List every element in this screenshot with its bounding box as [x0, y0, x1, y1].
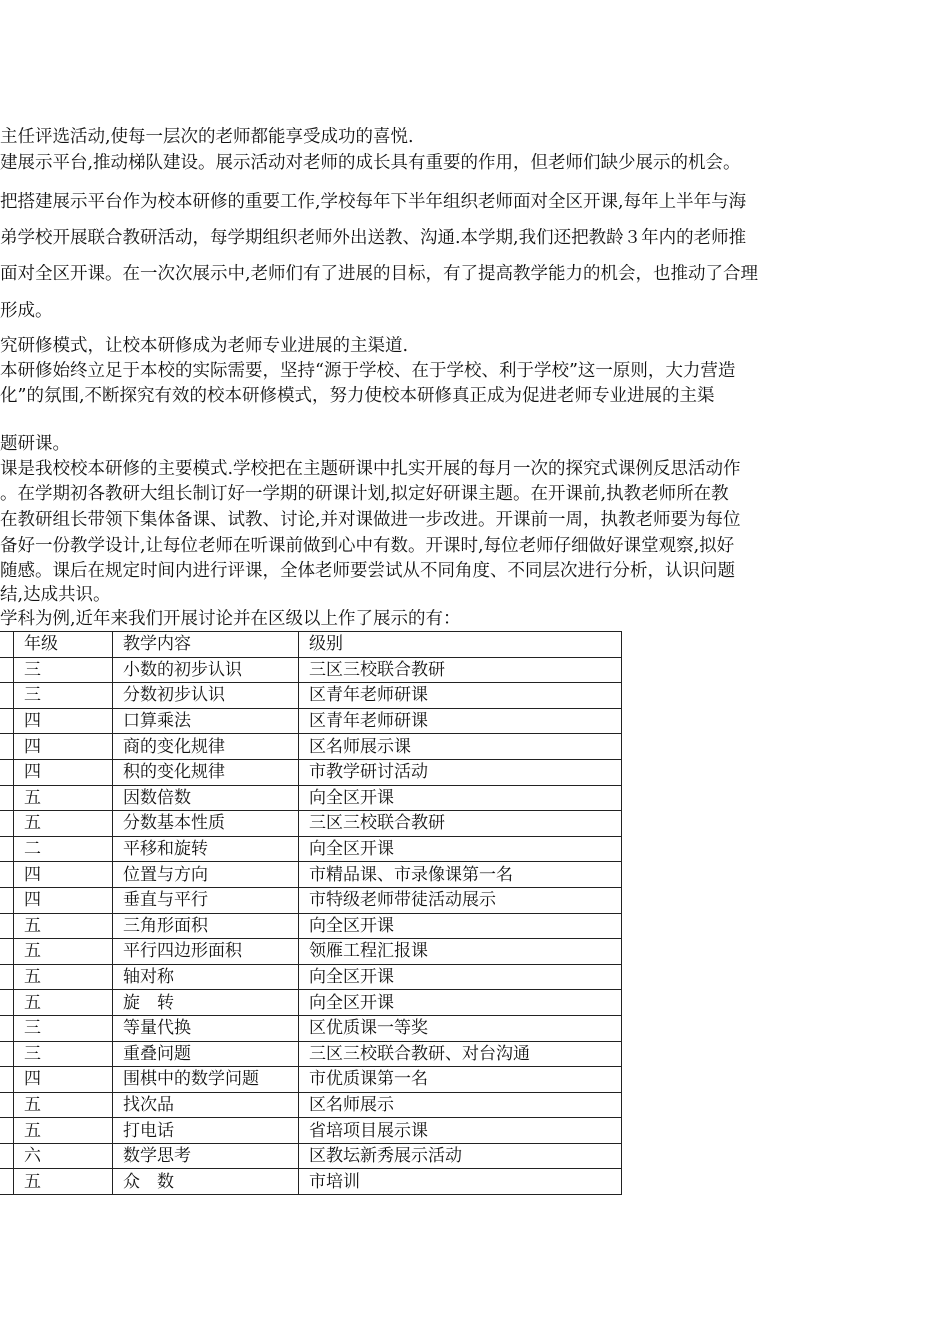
table-row — [0, 657, 622, 683]
table-group-cell — [0, 836, 14, 862]
cell-content: 小数的初步认识 — [113, 657, 299, 683]
table-row — [0, 887, 622, 913]
table-group-cell — [0, 657, 14, 683]
cell-grade: 六 — [14, 1143, 113, 1169]
cell-grade: 三 — [14, 657, 113, 683]
table-row — [0, 1041, 622, 1067]
cell-level: 领雁工程汇报课 — [299, 939, 622, 965]
paragraph-line: 把搭建展示平台作为校本研修的重要工作,学校每年下半年组织老师面对全区开课,每年上半年与海 — [0, 192, 747, 212]
cell-grade: 四 — [14, 1067, 113, 1093]
lesson-table-body — [0, 632, 622, 1195]
paragraph-line: 学科为例,近年来我们开展讨论并在区级以上作了展示的有： — [0, 609, 461, 629]
table-row — [0, 990, 622, 1016]
cell-content: 数学思考 — [113, 1143, 299, 1169]
cell-grade: 四 — [14, 887, 113, 913]
cell-grade: 五 — [14, 990, 113, 1016]
cell-content: 平行四边形面积 — [113, 939, 299, 965]
table-group-cell — [0, 939, 14, 965]
table-row — [0, 939, 622, 965]
table-row — [0, 811, 622, 837]
cell-level: 向全区开课 — [299, 990, 622, 1016]
header-content: 教学内容 — [113, 632, 299, 658]
cell-grade: 五 — [14, 939, 113, 965]
table-row — [0, 1067, 622, 1093]
cell-grade: 五 — [14, 913, 113, 939]
table-row — [0, 708, 622, 734]
cell-level: 三区三校联合教研、对台沟通 — [299, 1041, 622, 1067]
cell-content: 旋 转 — [113, 990, 299, 1016]
table-row — [0, 964, 622, 990]
table-row — [0, 836, 622, 862]
cell-level: 区优质课一等奖 — [299, 1015, 622, 1041]
cell-level: 市优质课第一名 — [299, 1067, 622, 1093]
paragraph-line: 面对全区开课。在一次次展示中,老师们有了进展的目标，有了提高教学能力的机会，也推动了合理 — [0, 264, 759, 284]
cell-level: 向全区开课 — [299, 836, 622, 862]
table-row — [0, 1118, 622, 1144]
table-group-cell — [0, 734, 14, 760]
table-row — [0, 1169, 622, 1195]
paragraph-line: 究研修模式，让校本研修成为老师专业进展的主渠道. — [0, 336, 409, 356]
table-row — [0, 683, 622, 709]
table-row — [0, 734, 622, 760]
cell-grade: 四 — [14, 708, 113, 734]
paragraph-line: 形成。 — [0, 301, 53, 321]
cell-grade: 五 — [14, 1092, 113, 1118]
table-group-cell — [0, 1092, 14, 1118]
cell-content: 因数倍数 — [113, 785, 299, 811]
paragraph-line: 。在学期初各教研大组长制订好一学期的研课计划,拟定好研课主题。在开课前,执教老师所在教 — [0, 484, 729, 504]
cell-grade: 五 — [14, 811, 113, 837]
cell-grade: 五 — [14, 1118, 113, 1144]
cell-grade: 四 — [14, 734, 113, 760]
cell-level: 区名师展示课 — [299, 734, 622, 760]
table-group-cell — [0, 1067, 14, 1093]
cell-grade: 四 — [14, 862, 113, 888]
cell-level: 向全区开课 — [299, 913, 622, 939]
table-group-cell — [0, 964, 14, 990]
cell-content: 三角形面积 — [113, 913, 299, 939]
cell-content: 商的变化规律 — [113, 734, 299, 760]
cell-content: 找次品 — [113, 1092, 299, 1118]
table-group-cell — [0, 862, 14, 888]
table-group-cell — [0, 1143, 14, 1169]
table-row — [0, 785, 622, 811]
table-row — [0, 1015, 622, 1041]
cell-level: 区教坛新秀展示活动 — [299, 1143, 622, 1169]
table-group-cell — [0, 811, 14, 837]
cell-level: 市精品课、市录像课第一名 — [299, 862, 622, 888]
cell-level: 市特级老师带徒活动展示 — [299, 887, 622, 913]
cell-grade: 三 — [14, 1015, 113, 1041]
cell-content: 积的变化规律 — [113, 759, 299, 785]
cell-level: 区青年老师研课 — [299, 683, 622, 709]
table-group-cell — [0, 1041, 14, 1067]
table-group-cell — [0, 913, 14, 939]
table-row — [0, 1143, 622, 1169]
cell-grade: 三 — [14, 683, 113, 709]
table-group-cell — [0, 683, 14, 709]
cell-level: 区青年老师研课 — [299, 708, 622, 734]
paragraph-line: 题研课。 — [0, 434, 70, 454]
table-group-cell — [0, 1015, 14, 1041]
paragraph-line: 本研修始终立足于本校的实际需要，坚持“源于学校、在于学校、利于学校”这一原则，大力营造 — [0, 361, 736, 381]
table-row — [0, 913, 622, 939]
paragraph-line: 课是我校校本研修的主要模式.学校把在主题研课中扎实开展的每月一次的探究式课例反思活动作 — [0, 459, 741, 479]
table-row — [0, 862, 622, 888]
cell-level: 三区三校联合教研 — [299, 657, 622, 683]
cell-content: 平移和旋转 — [113, 836, 299, 862]
paragraph-line: 建展示平台,推动梯队建设。展示活动对老师的成长具有重要的作用，但老师们缺少展示的机会。 — [0, 153, 741, 173]
cell-content: 垂直与平行 — [113, 887, 299, 913]
cell-level: 市培训 — [299, 1169, 622, 1195]
lesson-table — [0, 631, 622, 1195]
cell-content: 围棋中的数学问题 — [113, 1067, 299, 1093]
table-group-cell — [0, 990, 14, 1016]
paragraph-line: 随感。课后在规定时间内进行评课，全体老师要尝试从不同角度、不同层次进行分析，认识问题 — [0, 561, 735, 581]
paragraph-line: 主任评选活动,使每一层次的老师都能享受成功的喜悦. — [0, 127, 414, 147]
table-group-cell — [0, 759, 14, 785]
cell-grade: 五 — [14, 964, 113, 990]
paragraph-line: 弟学校开展联合教研活动，每学期组织老师外出送教、沟通.本学期,我们还把教龄３年内的老师推 — [0, 228, 747, 248]
table-group-cell — [0, 1118, 14, 1144]
cell-content: 分数初步认识 — [113, 683, 299, 709]
cell-content: 重叠问题 — [113, 1041, 299, 1067]
table-header-row — [0, 632, 622, 658]
paragraph-line: 结,达成共识。 — [0, 585, 111, 605]
cell-content: 打电话 — [113, 1118, 299, 1144]
cell-content: 口算乘法 — [113, 708, 299, 734]
paragraph-line: 化”的氛围,不断探究有效的校本研修模式，努力使校本研修真正成为促进老师专业进展的主渠 — [0, 386, 715, 406]
cell-grade: 三 — [14, 1041, 113, 1067]
table-row — [0, 1092, 622, 1118]
cell-grade: 四 — [14, 759, 113, 785]
paragraph-line: 备好一份教学设计,让每位老师在听课前做到心中有数。开课时,每位老师仔细做好课堂观察,拟好 — [0, 536, 735, 556]
table-group-cell — [0, 887, 14, 913]
cell-level: 省培项目展示课 — [299, 1118, 622, 1144]
table-row — [0, 759, 622, 785]
cell-content: 位置与方向 — [113, 862, 299, 888]
cell-grade: 二 — [14, 836, 113, 862]
cell-content: 等量代换 — [113, 1015, 299, 1041]
cell-content: 轴对称 — [113, 964, 299, 990]
table-group-cell — [0, 632, 14, 658]
cell-content: 众 数 — [113, 1169, 299, 1195]
cell-level: 区名师展示 — [299, 1092, 622, 1118]
header-level: 级别 — [299, 632, 622, 658]
header-grade: 年级 — [14, 632, 113, 658]
paragraph-line: 在教研组长带领下集体备课、试教、讨论,并对课做进一步改进。开课前一周，执教老师要为每位 — [0, 510, 741, 530]
cell-level: 市教学研讨活动 — [299, 759, 622, 785]
table-group-cell — [0, 708, 14, 734]
cell-level: 向全区开课 — [299, 785, 622, 811]
table-group-cell — [0, 785, 14, 811]
table-group-cell — [0, 1169, 14, 1195]
cell-level: 向全区开课 — [299, 964, 622, 990]
cell-grade: 五 — [14, 1169, 113, 1195]
cell-level: 三区三校联合教研 — [299, 811, 622, 837]
cell-content: 分数基本性质 — [113, 811, 299, 837]
cell-grade: 五 — [14, 785, 113, 811]
